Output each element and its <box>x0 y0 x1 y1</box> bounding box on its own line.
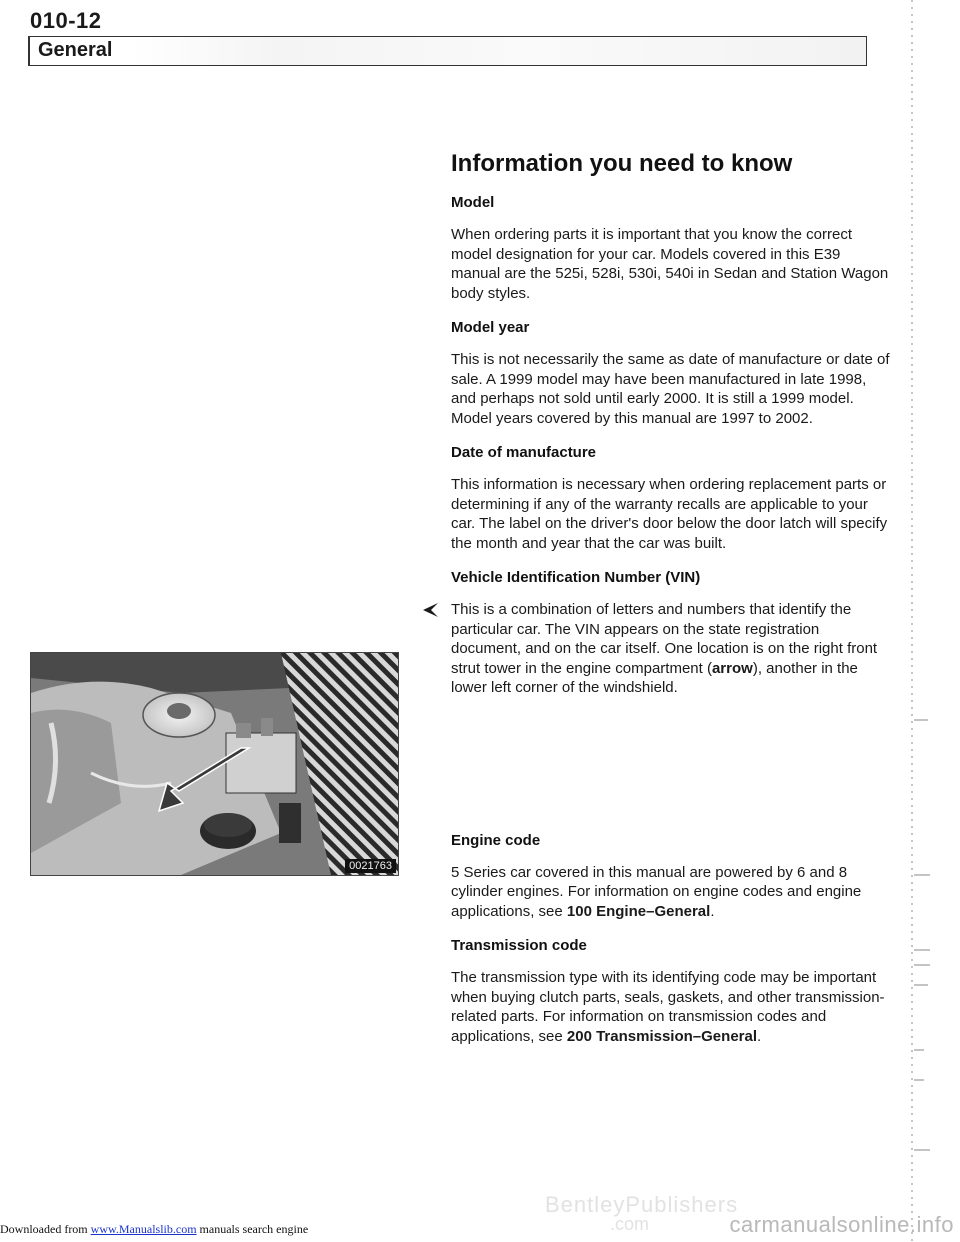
content-column <box>451 150 891 1062</box>
publisher-watermark: BentleyPublishers <box>545 1192 739 1217</box>
section-heading: Transmission code <box>451 937 587 954</box>
engine-compartment-photo <box>30 652 399 876</box>
section-vin <box>451 569 891 698</box>
section-text: This information is necessary when ordering replacement parts or determining if any of the warranty recalls are applicable to your car. The label on the driver's door below the door latch will specify the month and year that the car was built. <box>451 476 888 552</box>
left-pointer-icon <box>421 602 439 618</box>
section-title: General <box>38 39 113 61</box>
engine-bay-illustration <box>31 653 398 875</box>
section-heading: Model year <box>451 319 530 336</box>
section-heading: Vehicle Identification Number (VIN) <box>451 569 701 586</box>
figure-number: 0021763 <box>345 859 396 873</box>
section-heading: Date of manufacture <box>451 444 597 461</box>
section-tab <box>28 36 867 66</box>
section-model-year <box>451 319 891 428</box>
manualslib-link[interactable]: www.Manualslib.com <box>90 1222 197 1236</box>
page-number: 010-12 <box>30 8 102 33</box>
section-date-of-manufacture <box>451 444 891 553</box>
section-heading: Engine code <box>451 831 541 849</box>
margin-registration-marks <box>900 0 940 1242</box>
section-text: When ordering parts it is important that you know the correct model designation for your car. Models covered in this E39 manual are the 525i, 528i, 530i, 540i in Sedan and Station Wagon body styles. <box>451 226 889 302</box>
publisher-watermark-suffix: .com <box>610 1214 650 1234</box>
section-heading: Model <box>451 194 495 211</box>
section-text: This is not necessarily the same as date of manufacture or date of sale. A 1999 model may have been manufactured in late 1998, and perhaps not sold until early 2000. It is still a 1999 model. Model years covered by this manual are 1997 to 2002. <box>451 351 890 427</box>
section-transmission-code <box>451 937 891 1046</box>
section-text: 5 Series car covered in this manual are powered by 6 and 8 cylinder engines. For information on engine codes and engine applications, see 100 Engine–General. <box>451 863 862 920</box>
section-text: This is a combination of letters and numbers that identify the particular car. The VIN appears on the state registration document, and on the car itself. One location is on the right front strut tower in the engine compartment (arrow), another in the lower left corner of the windshield. <box>451 600 891 698</box>
download-footer: Downloaded from www.Manualslib.com manuals search engine <box>0 1222 309 1236</box>
page-heading: Information you need to know <box>451 150 793 177</box>
section-engine-code <box>451 832 891 922</box>
section-text: The transmission type with its identifying code may be important when buying clutch parts, seals, gaskets, and other transmission-related parts. For information on transmission codes and applications, see 200 Transmission–General. <box>451 969 885 1045</box>
section-model <box>451 194 891 303</box>
site-watermark: carmanualsonline.info <box>729 1212 954 1237</box>
